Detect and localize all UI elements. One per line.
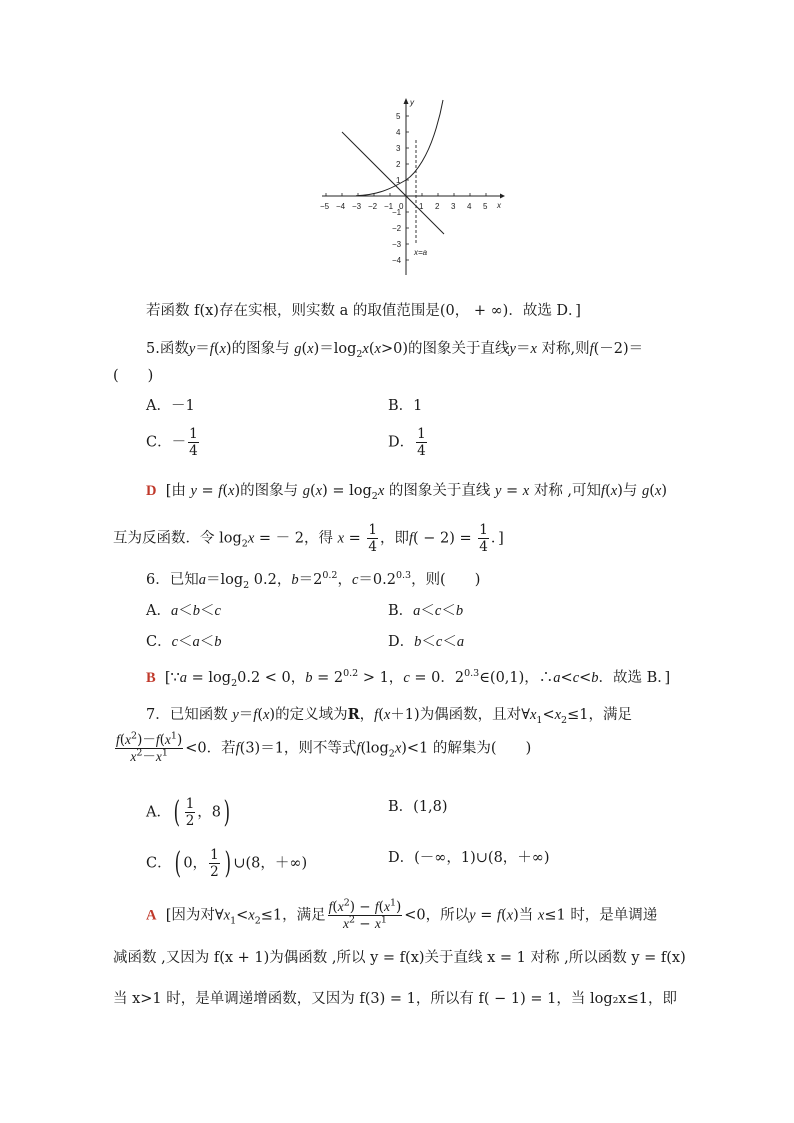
q7-option-c: C．( 0， $\frac{1}{2}$ ) ∪(8，＋∞) (146, 845, 308, 881)
x-tick-label: 4 (467, 202, 472, 211)
q5-option-c: C．－ $\frac{1}{4}$ (146, 426, 198, 459)
q5-option-b: B．1 (388, 398, 423, 414)
q7-stem-line2: $\frac{f(x^2)-f(x^1)}{x^2-x^1}$ <0．若f(3)＝1，则不等式$f(\log_2x)<1$ 的解集为( ) (116, 730, 532, 765)
q5-option-a: A．－1 (146, 398, 195, 414)
x-tick-label: 3 (451, 202, 456, 211)
x-tick-label: −4 (336, 202, 346, 211)
q5-answer: D (146, 483, 157, 499)
function-graph (310, 95, 510, 285)
q7-explanation-line3: 当 x>1 时，是单调递增函数，又因为 f(3) = 1，所以有 f( − 1) = 1，当 log₂x≤1，即 (113, 991, 677, 1007)
y-tick-label: −4 (392, 256, 402, 265)
q7-option-b: B．(1,8) (388, 799, 448, 815)
y-axis-arrow (404, 98, 409, 104)
y-tick-label: 5 (396, 112, 401, 121)
line-label-x-a: x=a (414, 248, 428, 257)
x-tick-label: 2 (435, 202, 440, 211)
q7-option-a: A．( $\frac{1}{2}$ ，8) (146, 794, 231, 830)
x-tick-label: 1 (419, 202, 424, 211)
q4-explanation-tail: 若函数 f(x)存在实根，则实数 a 的取值范围是(0， + ∞)．故选 D．] (146, 303, 581, 319)
q6-option-b: B．a＜c＜b (388, 603, 464, 619)
q7-explanation-line2: 减函数 ,又因为 f(x + 1)为偶函数 ,所以 y = f(x)关于直线 x = 1 对称 ,所以函数 y = f(x) (113, 950, 686, 966)
y-tick-label: 1 (396, 176, 401, 185)
q6-answer: B (146, 670, 156, 686)
q6-stem: 6．已知$a=\log_2$ 0.2，$b=2^{0.2}$，$c=0.2^{0.3}$，则( ) (146, 570, 481, 591)
q7-stem-line1: 7．已知函数 y＝f(x)的定义域为R，f(x＋1)为偶函数，且对$\forall x_1<x_2\le 1$，满足 (146, 706, 632, 726)
x-tick-label: −5 (320, 202, 330, 211)
y-tick-label: −3 (392, 240, 402, 249)
q7-option-d: D．(－∞，1)∪(8，＋∞) (388, 850, 550, 866)
x-axis-label: x (497, 201, 501, 210)
q5-explanation-line1: D [由 y = f(x)的图象与 $g(x) = \log_2x$ 的图象关于直线 y = x 对称 ,可知f(x)与 g(x) (146, 483, 667, 502)
q6-explanation: B [∵a = $\log_20.2 < 0$，$b = 2^{0.2} > 1$，c = 0．$2^{0.3}\in(0,1)$，∴a<c<b．故选 B．] (146, 668, 671, 689)
y-tick-label: 3 (396, 144, 401, 153)
q7-fraction: $\frac{f(x^2)-f(x^1)}{x^2-x^1}$ (116, 730, 183, 765)
x-tick-label: −1 (384, 202, 394, 211)
q6-option-d: D．b＜c＜a (388, 634, 465, 650)
linear-curve (342, 132, 444, 234)
q6-option-c: C．c＜a＜b (146, 634, 222, 650)
x-axis-arrow (500, 194, 505, 199)
q5-paren: ( ) (113, 368, 154, 384)
q5-explanation-line2: 互为反函数．令 $\log_2x$ = － 2，得 x = $\frac{1}{4}$ ，即f( − 2) = $\frac{1}{4}$ ．] (113, 522, 504, 555)
x-tick-label: −3 (352, 202, 362, 211)
q5-stem: 5.函数y＝f(x)的图象与 $g(x)=\log_2x(x>0)$的图象关于直线y＝x 对称,则f(－2)＝ (146, 341, 644, 360)
y-tick-label: 4 (396, 128, 401, 137)
x-tick-label: −2 (368, 202, 378, 211)
y-tick-label: −2 (392, 224, 402, 233)
q7-explanation-line1: A [因为对$\forall x_1<x_2\le 1$，满足 $\frac{f(x^2) - f(x^1)}{x^2 - x^1}$ <0，所以y = f(x)当 x≤1 时，是单调递 (146, 897, 658, 932)
x-tick-label: 5 (483, 202, 488, 211)
q6-option-a: A．a＜b＜c (146, 603, 221, 619)
q5-option-d: D． $\frac{1}{4}$ (388, 426, 426, 459)
x-tick-label: 0 (399, 202, 404, 211)
y-axis-label: y (410, 98, 414, 107)
y-tick-label: 2 (396, 160, 401, 169)
q7-answer: A (146, 907, 157, 924)
y-tick-label: −1 (392, 208, 402, 217)
